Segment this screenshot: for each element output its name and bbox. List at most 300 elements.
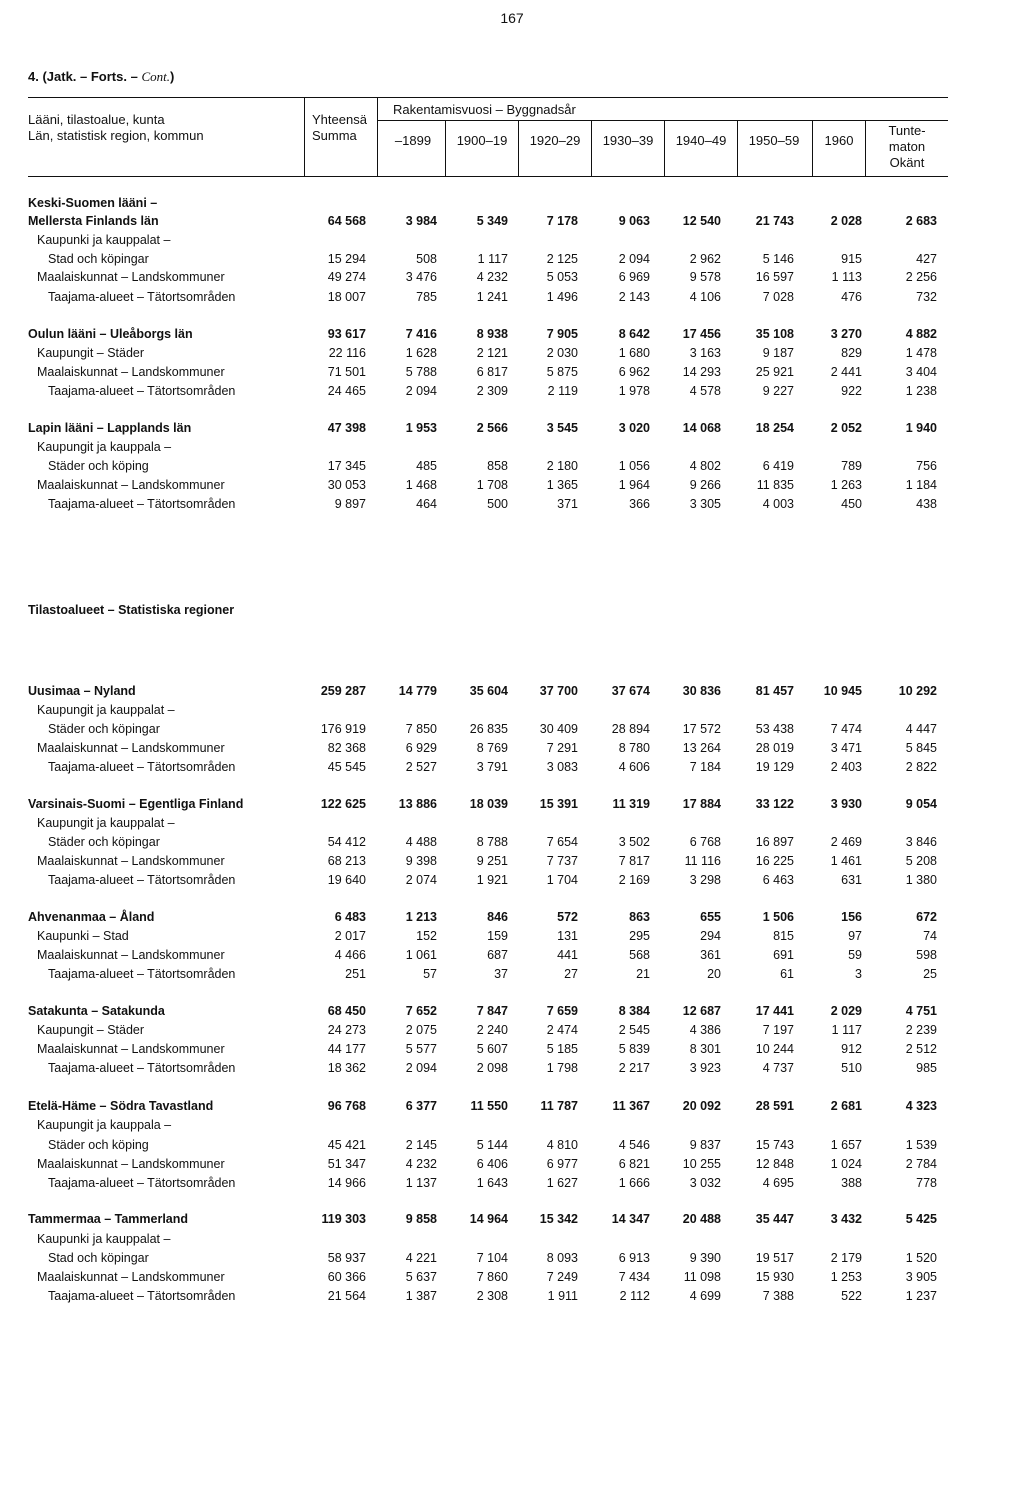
row-label: Lapin lääni – Lapplands län (28, 421, 192, 435)
table-row (0, 252, 1024, 270)
table-row (0, 1157, 1024, 1175)
table-cell: 2 143 (618, 290, 650, 304)
table-row (0, 365, 1024, 383)
row-label: Maalaiskunnat – Landskommuner (37, 1157, 225, 1171)
table-row (0, 760, 1024, 778)
table-cell: 829 (841, 346, 862, 360)
table-cell: 1 478 (905, 346, 937, 360)
table-row (0, 929, 1024, 947)
table-cell: 11 550 (470, 1099, 508, 1113)
header-divider (445, 121, 446, 176)
table-cell: 2 098 (476, 1061, 508, 1075)
row-label: Kaupungit – Städer (37, 346, 145, 360)
table-cell: 7 652 (405, 1004, 437, 1018)
header-top-rule (28, 97, 948, 98)
table-cell: 2 125 (546, 252, 578, 266)
table-cell: 4 447 (905, 722, 937, 736)
table-cell: 2 545 (618, 1023, 650, 1037)
table-cell: 11 787 (540, 1099, 578, 1113)
table-cell: 9 054 (905, 797, 937, 811)
table-cell: 778 (916, 1176, 937, 1190)
table-cell: 2 169 (618, 873, 650, 887)
table-cell: 1 627 (546, 1176, 578, 1190)
table-cell: 119 303 (321, 1212, 366, 1226)
table-cell: 3 305 (689, 497, 721, 511)
table-cell: 371 (557, 497, 578, 511)
table-cell: 259 287 (320, 684, 366, 698)
header-divider (518, 121, 519, 176)
table-cell: 1 117 (477, 252, 508, 266)
header-divider (812, 121, 813, 176)
row-label: Kaupungit ja kauppala – (37, 440, 172, 454)
table-cell: 7 860 (476, 1270, 508, 1284)
table-cell: 2 469 (830, 835, 862, 849)
table-cell: 4 751 (905, 1004, 937, 1018)
table-cell: 2 074 (405, 873, 437, 887)
table-cell: 4 003 (762, 497, 794, 511)
table-cell: 1 213 (405, 910, 437, 924)
row-label: Kaupunki ja kauppalat – (37, 1232, 171, 1246)
table-cell: 30 409 (539, 722, 578, 736)
table-cell: 3 163 (689, 346, 721, 360)
table-cell: 785 (416, 290, 437, 304)
table-cell: 441 (557, 948, 578, 962)
table-cell: 568 (629, 948, 650, 962)
table-cell: 33 122 (755, 797, 794, 811)
table-cell: 49 274 (327, 270, 366, 284)
table-cell: 12 848 (755, 1157, 794, 1171)
row-label: Oulun lääni – Uleåborgs län (28, 327, 193, 341)
table-cell: 9 251 (476, 854, 508, 868)
table-cell: 14 779 (398, 684, 437, 698)
table-cell: 655 (700, 910, 721, 924)
table-row (0, 478, 1024, 496)
table-row (0, 440, 1024, 458)
table-cell: 6 419 (762, 459, 794, 473)
table-cell: 53 438 (755, 722, 794, 736)
table-cell: 5 788 (405, 365, 437, 379)
row-label: Kaupungit – Städer (37, 1023, 145, 1037)
table-cell: 912 (841, 1042, 862, 1056)
table-cell: 6 483 (334, 910, 366, 924)
table-cell: 7 197 (762, 1023, 794, 1037)
row-label: Tammermaa – Tammerland (28, 1212, 189, 1226)
row-label: Stad och köpingar (48, 252, 149, 266)
table-cell: 3 020 (618, 421, 650, 435)
table-cell: 19 129 (755, 760, 794, 774)
table-cell: 27 (564, 967, 578, 981)
table-cell: 2 256 (905, 270, 937, 284)
table-cell: 2 030 (546, 346, 578, 360)
row-label: Kaupungit ja kauppala – (37, 1118, 172, 1132)
table-row (0, 797, 1024, 815)
table-cell: 4 546 (618, 1138, 650, 1152)
table-cell: 1 680 (618, 346, 650, 360)
table-row (0, 1099, 1024, 1117)
table-cell: 8 780 (618, 741, 650, 755)
table-cell: 5 146 (762, 252, 794, 266)
table-row (0, 1270, 1024, 1288)
table-cell: 2 474 (546, 1023, 578, 1037)
table-cell: 3 404 (905, 365, 937, 379)
table-cell: 22 116 (328, 346, 366, 360)
table-cell: 2 029 (830, 1004, 862, 1018)
table-cell: 2 094 (405, 1061, 437, 1075)
table-cell: 26 835 (469, 722, 508, 736)
table-cell: 19 640 (327, 873, 366, 887)
table-row (0, 816, 1024, 834)
table-cell: 1 953 (405, 421, 437, 435)
table-cell: 68 213 (327, 854, 366, 868)
table-cell: 366 (629, 497, 650, 511)
table-row (0, 327, 1024, 345)
table-cell: 7 388 (762, 1289, 794, 1303)
table-cell: 14 347 (611, 1212, 650, 1226)
table-cell: 5 845 (905, 741, 937, 755)
table-cell: 2 784 (905, 1157, 937, 1171)
table-cell: 35 108 (755, 327, 794, 341)
table-cell: 4 466 (334, 948, 366, 962)
table-cell: 5 577 (405, 1042, 437, 1056)
table-cell: 18 362 (327, 1061, 366, 1075)
table-cell: 3 846 (905, 835, 937, 849)
table-cell: 1 964 (618, 478, 650, 492)
table-cell: 295 (629, 929, 650, 943)
row-label: Uusimaa – Nyland (28, 684, 136, 698)
table-cell: 2 075 (405, 1023, 437, 1037)
header-col-1899: –1899 (394, 133, 432, 148)
table-cell: 508 (416, 252, 437, 266)
table-cell: 25 921 (755, 365, 794, 379)
table-cell: 61 (780, 967, 794, 981)
table-cell: 1 468 (405, 478, 437, 492)
table-cell: 294 (700, 929, 721, 943)
table-cell: 1 708 (476, 478, 508, 492)
table-cell: 18 007 (327, 290, 366, 304)
row-label: Taajama-alueet – Tätortsområden (48, 290, 236, 304)
table-cell: 21 (636, 967, 650, 981)
row-label: Etelä-Häme – Södra Tavastland (28, 1099, 214, 1113)
table-row (0, 1232, 1024, 1250)
table-cell: 20 488 (682, 1212, 721, 1226)
table-cell: 2 121 (476, 346, 508, 360)
table-cell: 10 292 (898, 684, 937, 698)
table-cell: 14 068 (682, 421, 721, 435)
table-cell: 3 984 (405, 214, 437, 228)
header-col-1960: 1960 (824, 133, 854, 148)
table-cell: 9 858 (405, 1212, 437, 1226)
table-cell: 672 (916, 910, 937, 924)
table-cell: 1 253 (830, 1270, 862, 1284)
table-cell: 2 566 (476, 421, 508, 435)
table-cell: 14 964 (469, 1212, 508, 1226)
table-cell: 5 607 (476, 1042, 508, 1056)
table-cell: 15 930 (755, 1270, 794, 1284)
table-row (0, 684, 1024, 702)
table-cell: 1 628 (405, 346, 437, 360)
table-cell: 93 617 (327, 327, 366, 341)
continuation-suffix: ) (169, 69, 175, 84)
table-cell: 18 254 (755, 421, 794, 435)
table-cell: 30 053 (327, 478, 366, 492)
table-row (0, 233, 1024, 251)
table-cell: 74 (923, 929, 937, 943)
table-row (0, 1251, 1024, 1269)
table-cell: 4 699 (689, 1289, 721, 1303)
table-cell: 47 398 (327, 421, 366, 435)
table-cell: 7 178 (546, 214, 578, 228)
header-divider (664, 121, 665, 176)
table-cell: 7 817 (618, 854, 650, 868)
row-label: Keski-Suomen lääni – (28, 196, 158, 210)
table-cell: 6 929 (405, 741, 437, 755)
table-cell: 19 517 (755, 1251, 794, 1265)
table-cell: 522 (841, 1289, 862, 1303)
table-cell: 2 180 (546, 459, 578, 473)
table-cell: 510 (841, 1061, 862, 1075)
table-cell: 922 (841, 384, 862, 398)
table-cell: 815 (773, 929, 794, 943)
row-label: Satakunta – Satakunda (28, 1004, 165, 1018)
table-cell: 8 788 (476, 835, 508, 849)
table-cell: 3 502 (618, 835, 650, 849)
row-label: Taajama-alueet – Tätortsområden (48, 967, 236, 981)
table-cell: 16 225 (755, 854, 794, 868)
row-label: Maalaiskunnat – Landskommuner (37, 948, 225, 962)
table-row (0, 290, 1024, 308)
row-label: Kaupunki ja kauppalat – (37, 233, 171, 247)
table-cell: 450 (841, 497, 862, 511)
table-row (0, 384, 1024, 402)
row-label: Maalaiskunnat – Landskommuner (37, 1042, 225, 1056)
table-cell: 82 368 (327, 741, 366, 755)
table-cell: 3 083 (546, 760, 578, 774)
table-cell: 2 681 (830, 1099, 862, 1113)
table-cell: 1 241 (476, 290, 508, 304)
table-cell: 37 674 (611, 684, 650, 698)
table-row (0, 459, 1024, 477)
table-cell: 8 642 (618, 327, 650, 341)
table-cell: 4 232 (405, 1157, 437, 1171)
table-cell: 5 144 (476, 1138, 508, 1152)
table-cell: 1 184 (905, 478, 937, 492)
table-cell: 4 232 (476, 270, 508, 284)
row-label: Ahvenanmaa – Åland (28, 910, 155, 924)
table-cell: 17 884 (682, 797, 721, 811)
table-cell: 7 104 (476, 1251, 508, 1265)
table-cell: 3 930 (830, 797, 862, 811)
table-cell: 756 (916, 459, 937, 473)
table-cell: 3 270 (830, 327, 862, 341)
table-cell: 789 (841, 459, 862, 473)
table-row (0, 854, 1024, 872)
table-cell: 3 923 (689, 1061, 721, 1075)
table-cell: 45 421 (327, 1138, 366, 1152)
table-cell: 7 659 (546, 1004, 578, 1018)
row-label: Städer och köping (48, 1138, 149, 1152)
table-cell: 1 238 (905, 384, 937, 398)
table-cell: 4 323 (905, 1099, 937, 1113)
table-cell: 11 116 (684, 854, 721, 868)
table-cell: 21 743 (755, 214, 794, 228)
table-cell: 6 962 (618, 365, 650, 379)
table-row (0, 346, 1024, 364)
table-cell: 2 145 (405, 1138, 437, 1152)
row-label: Varsinais-Suomi – Egentliga Finland (28, 797, 244, 811)
table-cell: 30 836 (682, 684, 721, 698)
table-cell: 24 465 (327, 384, 366, 398)
table-cell: 9 837 (689, 1138, 721, 1152)
table-cell: 1 137 (405, 1176, 437, 1190)
table-cell: 15 294 (327, 252, 366, 266)
table-row (0, 910, 1024, 928)
table-cell: 9 578 (689, 270, 721, 284)
table-cell: 35 447 (755, 1212, 794, 1226)
table-cell: 9 063 (618, 214, 650, 228)
table-cell: 9 897 (334, 497, 366, 511)
table-cell: 20 092 (682, 1099, 721, 1113)
table-cell: 464 (416, 497, 437, 511)
table-cell: 1 117 (831, 1023, 862, 1037)
table-cell: 58 937 (327, 1251, 366, 1265)
row-label: Taajama-alueet – Tätortsområden (48, 384, 236, 398)
table-row (0, 196, 1024, 214)
table-cell: 131 (557, 929, 578, 943)
table-cell: 6 977 (546, 1157, 578, 1171)
row-label: Städer och köpingar (48, 835, 160, 849)
table-cell: 1 365 (546, 478, 578, 492)
table-cell: 18 039 (469, 797, 508, 811)
table-cell: 9 266 (689, 478, 721, 492)
table-cell: 7 249 (546, 1270, 578, 1284)
table-row (0, 1138, 1024, 1156)
table-cell: 361 (700, 948, 721, 962)
table-cell: 28 894 (611, 722, 650, 736)
table-cell: 81 457 (755, 684, 794, 698)
table-cell: 13 886 (398, 797, 437, 811)
table-cell: 1 113 (831, 270, 862, 284)
table-row (0, 214, 1024, 232)
table-cell: 3 476 (405, 270, 437, 284)
table-cell: 2 240 (476, 1023, 508, 1037)
table-cell: 1 520 (905, 1251, 937, 1265)
table-cell: 60 366 (327, 1270, 366, 1284)
table-cell: 732 (916, 290, 937, 304)
table-cell: 122 625 (320, 797, 366, 811)
table-row (0, 835, 1024, 853)
section-title: Tilastoalueet – Statistiska regioner (28, 603, 235, 617)
table-cell: 5 053 (546, 270, 578, 284)
table-cell: 20 (707, 967, 721, 981)
table-cell: 51 347 (327, 1157, 366, 1171)
row-label: Maalaiskunnat – Landskommuner (37, 854, 225, 868)
table-cell: 7 028 (762, 290, 794, 304)
table-cell: 9 227 (762, 384, 794, 398)
table-row (0, 1061, 1024, 1079)
table-row (0, 948, 1024, 966)
row-label: Mellersta Finlands län (28, 214, 159, 228)
table-cell: 64 568 (327, 214, 366, 228)
table-cell: 9 187 (762, 346, 794, 360)
table-cell: 8 938 (476, 327, 508, 341)
table-cell: 1 539 (905, 1138, 937, 1152)
table-row (0, 1004, 1024, 1022)
table-cell: 2 179 (830, 1251, 862, 1265)
table-cell: 2 403 (830, 760, 862, 774)
row-label: Taajama-alueet – Tätortsområden (48, 1061, 236, 1075)
table-cell: 2 308 (476, 1289, 508, 1303)
row-label: Taajama-alueet – Tätortsområden (48, 1289, 236, 1303)
table-cell: 45 545 (327, 760, 366, 774)
table-cell: 3 471 (830, 741, 862, 755)
table-row (0, 421, 1024, 439)
table-cell: 6 913 (618, 1251, 650, 1265)
table-cell: 1 061 (405, 948, 437, 962)
table-cell: 687 (487, 948, 508, 962)
table-cell: 7 184 (689, 760, 721, 774)
table-cell: 9 390 (689, 1251, 721, 1265)
table-cell: 5 637 (405, 1270, 437, 1284)
header-unknown-line3: Okänt (889, 155, 925, 170)
table-cell: 1 978 (618, 384, 650, 398)
table-cell: 4 606 (618, 760, 650, 774)
table-cell: 8 301 (689, 1042, 721, 1056)
table-cell: 6 821 (618, 1157, 650, 1171)
header-group-title: Rakentamisvuosi – Byggnadsår (393, 102, 576, 117)
table-cell: 8 769 (476, 741, 508, 755)
table-row (0, 1289, 1024, 1307)
table-cell: 2 112 (619, 1289, 650, 1303)
table-cell: 1 496 (546, 290, 578, 304)
table-cell: 5 185 (546, 1042, 578, 1056)
table-cell: 572 (557, 910, 578, 924)
table-cell: 1 237 (905, 1289, 937, 1303)
continuation-heading (28, 69, 174, 85)
header-unknown-line1: Tunte- (888, 123, 926, 138)
table-cell: 2 028 (830, 214, 862, 228)
header-divider (865, 121, 866, 176)
row-label: Maalaiskunnat – Landskommuner (37, 1270, 225, 1284)
table-cell: 4 488 (405, 835, 437, 849)
table-cell: 4 882 (905, 327, 937, 341)
table-cell: 14 966 (327, 1176, 366, 1190)
table-cell: 1 024 (830, 1157, 862, 1171)
table-cell: 71 501 (327, 365, 366, 379)
table-cell: 691 (773, 948, 794, 962)
row-label: Taajama-alueet – Tätortsområden (48, 873, 236, 887)
table-cell: 985 (916, 1061, 937, 1075)
table-cell: 6 969 (618, 270, 650, 284)
header-region-line1: Lääni, tilastoalue, kunta (28, 112, 165, 127)
table-row (0, 967, 1024, 985)
table-cell: 858 (487, 459, 508, 473)
table-cell: 25 (923, 967, 937, 981)
table-cell: 159 (487, 929, 508, 943)
table-cell: 11 098 (683, 1270, 721, 1284)
table-cell: 12 540 (682, 214, 721, 228)
table-cell: 1 940 (905, 421, 937, 435)
table-cell: 251 (345, 967, 366, 981)
table-cell: 10 244 (755, 1042, 794, 1056)
header-total-line2: Summa (312, 128, 357, 143)
table-cell: 500 (487, 497, 508, 511)
table-cell: 3 905 (905, 1270, 937, 1284)
table-cell: 7 847 (476, 1004, 508, 1018)
table-cell: 846 (487, 910, 508, 924)
table-cell: 68 450 (327, 1004, 366, 1018)
table-cell: 1 461 (830, 854, 862, 868)
table-cell: 10 255 (682, 1157, 721, 1171)
